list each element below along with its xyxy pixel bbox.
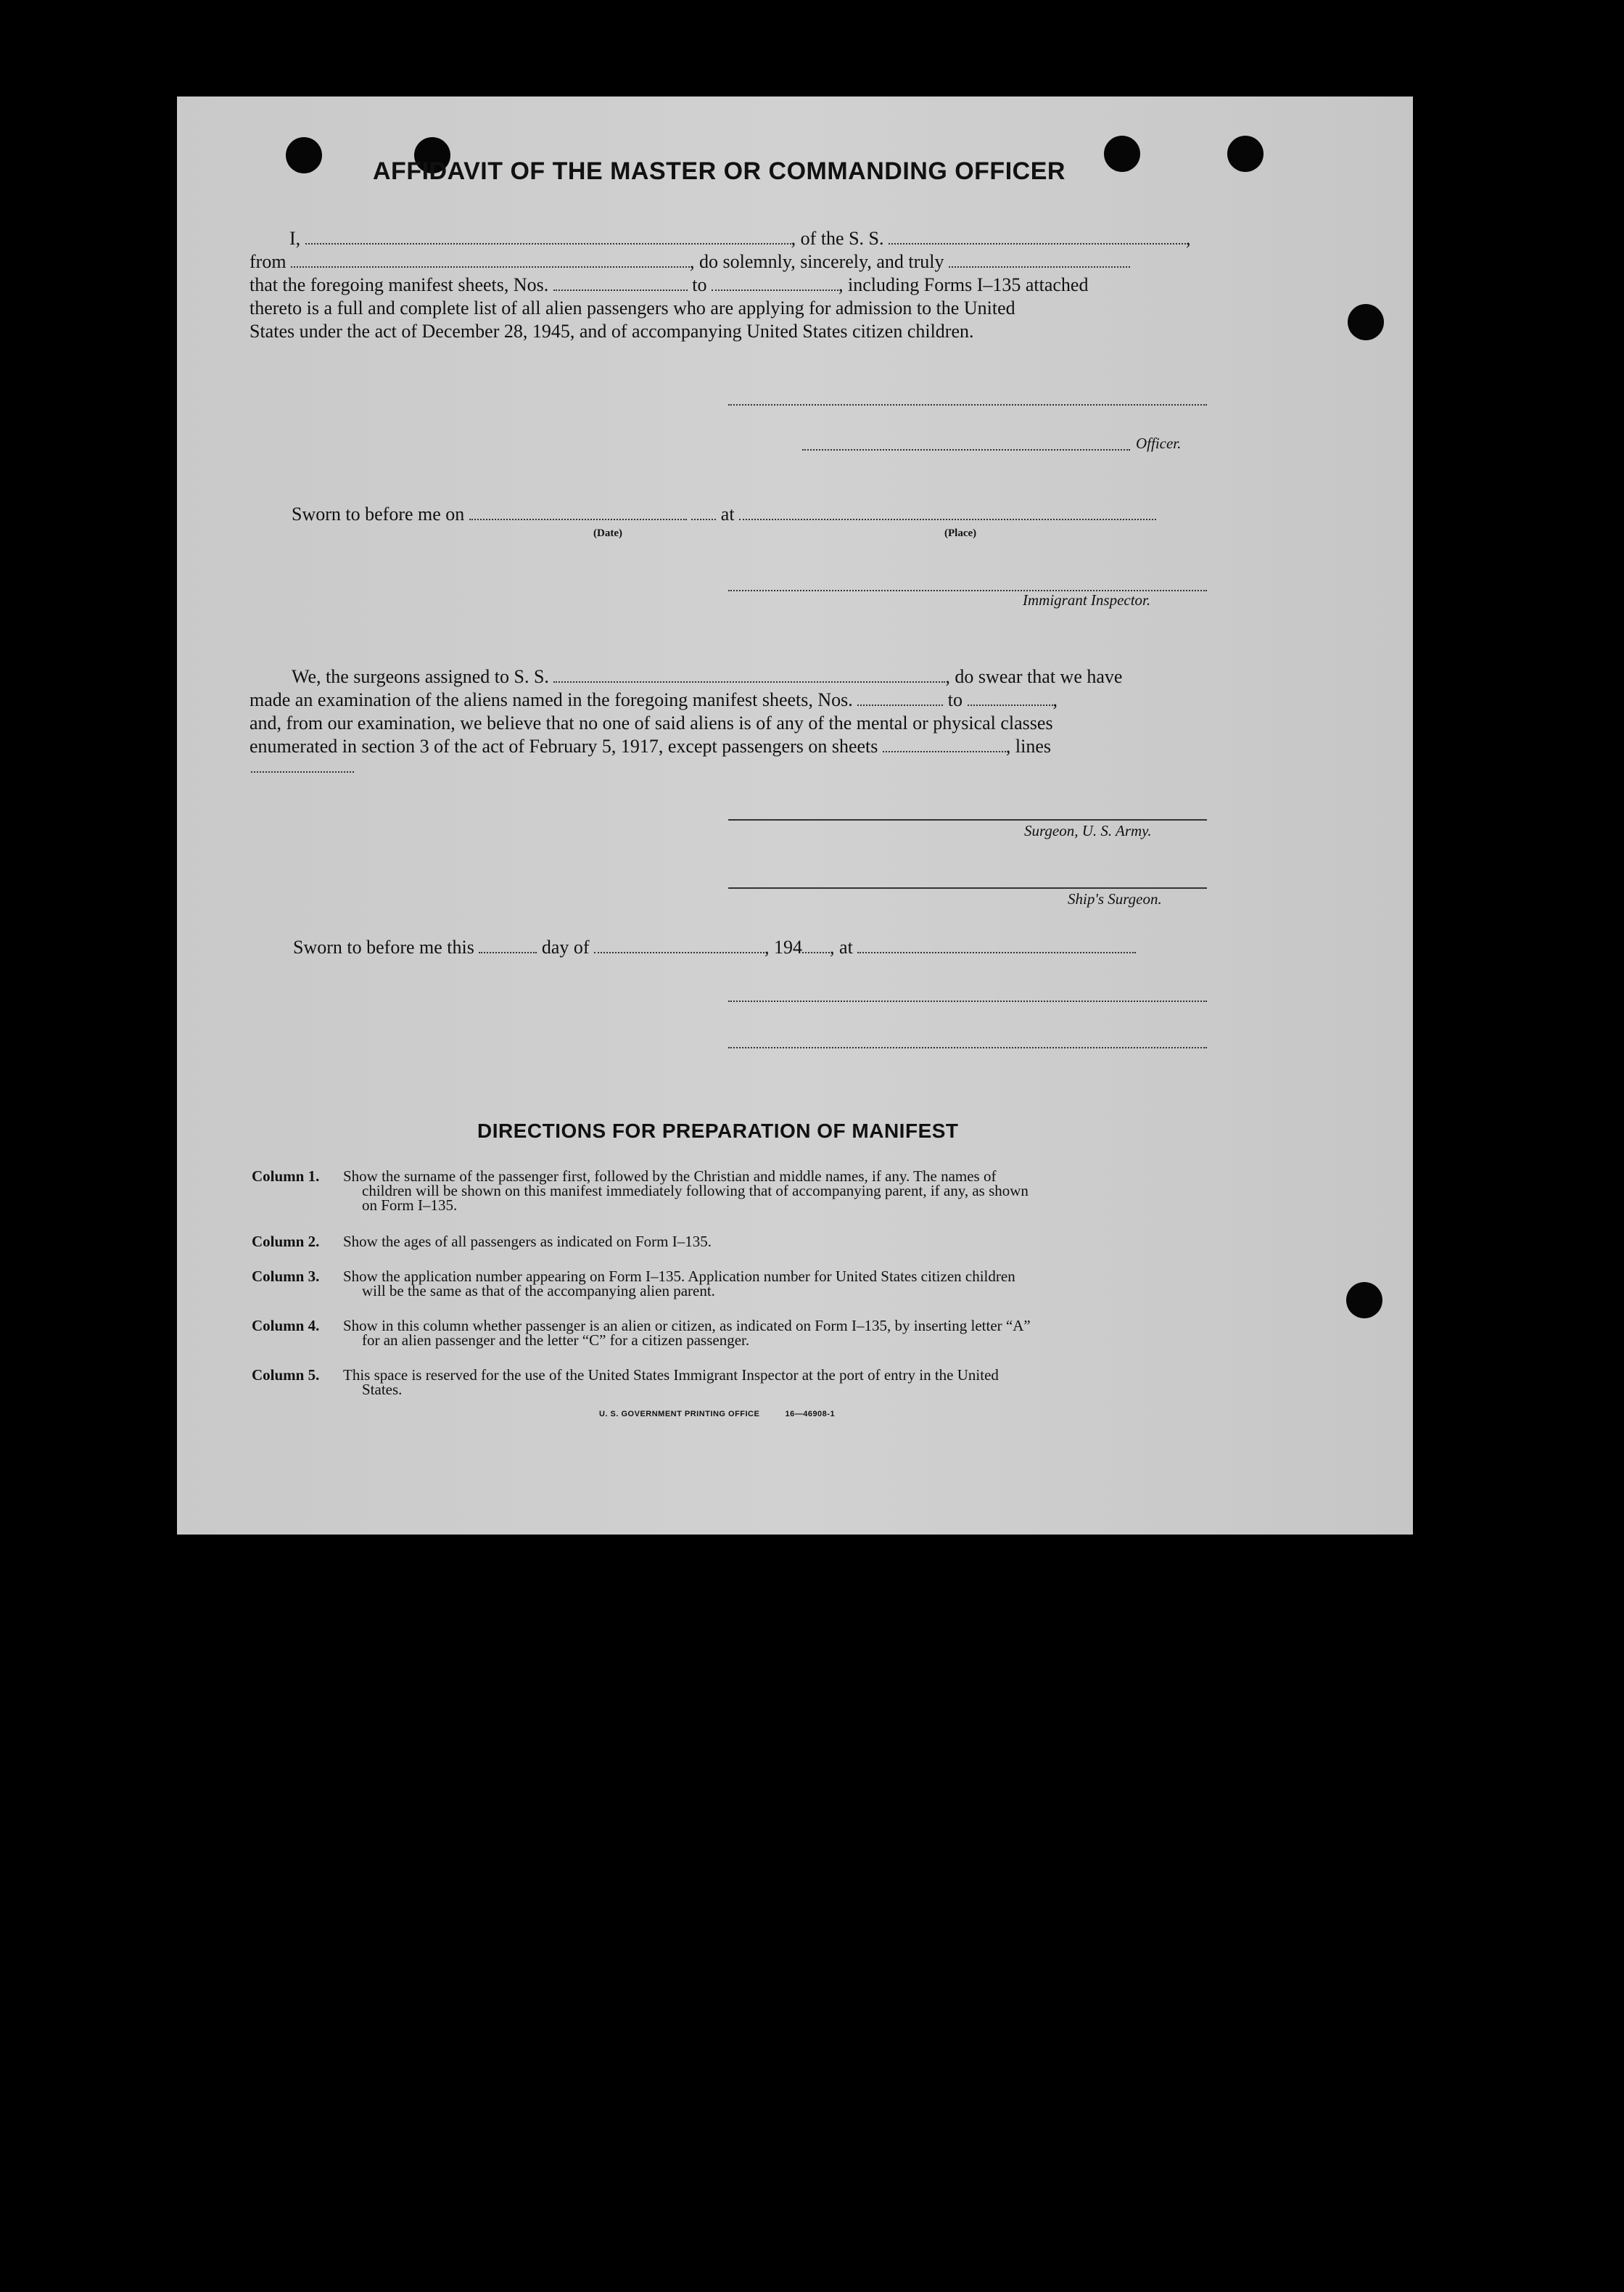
direction-text: This space is reserved for the use of the United States Immigrant Inspector at the port of entry in the United <box>343 1366 999 1384</box>
surgeons-ship-field[interactable] <box>553 665 945 683</box>
punch-hole-right-upper <box>1348 304 1384 340</box>
form-code: 16—46908-1 <box>785 1410 836 1418</box>
surgeons-line-4 <box>250 735 1051 758</box>
column-label: Column 5. <box>252 1366 320 1384</box>
sworn2-signature-line-2[interactable] <box>728 1047 1207 1048</box>
affidavit-line-3 <box>250 274 1088 297</box>
sheets-from-field[interactable] <box>553 274 688 291</box>
text: , do swear that we have <box>945 666 1123 687</box>
sworn-date-field[interactable] <box>469 503 687 520</box>
surgeons-line-1 <box>292 665 1122 689</box>
text: , at <box>830 937 853 958</box>
surgeons-sheets-from-field[interactable] <box>857 689 943 706</box>
year-field[interactable] <box>802 936 830 953</box>
text: Sworn to before me on <box>292 504 465 525</box>
affidavit-line-4: thereto is a full and complete list of all alien passengers who are applying for admission to the United <box>250 297 1015 319</box>
text: , <box>1186 228 1191 249</box>
text: enumerated in section 3 of the act of February 5, 1917, except passengers on sheets <box>250 736 878 757</box>
direction-column-2 <box>252 1234 1209 1249</box>
army-surgeon-label: Surgeon, U. S. Army. <box>1024 822 1152 839</box>
text: that the foregoing manifest sheets, Nos. <box>250 274 549 295</box>
text: day of <box>541 937 590 958</box>
master-name-field[interactable] <box>305 227 791 245</box>
text: from <box>250 251 287 272</box>
text: , <box>1052 689 1058 710</box>
direction-text: will be the same as that of the accompanying alien parent. <box>362 1282 715 1299</box>
army-surgeon-signature-line[interactable] <box>728 819 1207 821</box>
affidavit-line-1 <box>289 227 1191 250</box>
direction-text: for an alien passenger and the letter “C” for a citizen passenger. <box>362 1331 750 1349</box>
surgeons-sheets-to-field[interactable] <box>968 689 1053 706</box>
direction-text: Show in this column whether passenger is an alien or citizen, as indicated on Form I–135, by inserting letter “A” <box>343 1317 1031 1334</box>
surgeons-line-2 <box>250 689 1058 712</box>
sworn2-signature-line-1[interactable] <box>728 1001 1207 1002</box>
direction-column-3 <box>252 1269 1209 1298</box>
punch-hole-top-left <box>286 137 322 173</box>
place-caption: (Place) <box>944 527 977 539</box>
printer-name: U. S. GOVERNMENT PRINTING OFFICE <box>599 1410 760 1418</box>
punch-hole-top-right-2 <box>1104 136 1140 172</box>
officer-label: Officer. <box>1136 435 1182 452</box>
sworn-before-line <box>292 503 1156 526</box>
text: , do solemnly, sincerely, and truly <box>690 251 944 272</box>
affidavit-line-5: States under the act of December 28, 1945, and of accompanying United States citizen children. <box>250 321 974 342</box>
printer-imprint <box>599 1410 835 1418</box>
ships-surgeon-label: Ship's Surgeon. <box>1068 890 1162 908</box>
form-page <box>177 96 1413 1535</box>
text: to <box>692 274 707 295</box>
ship-name-field[interactable] <box>889 227 1186 245</box>
text: to <box>947 689 963 710</box>
master-signature-line[interactable] <box>728 404 1207 406</box>
text: I, <box>289 228 301 249</box>
month-field[interactable] <box>594 936 764 953</box>
affidavit-title: AFFIDAVIT OF THE MASTER OR COMMANDING OFFICER <box>373 157 1066 185</box>
text: Sworn to before me this <box>293 937 474 958</box>
officer-signature-line[interactable] <box>802 449 1130 451</box>
except-sheets-field[interactable] <box>883 735 1006 752</box>
direction-text: Show the surname of the passenger first, followed by the Christian and middle names, if any. The names of <box>343 1167 997 1185</box>
text: at <box>720 504 735 525</box>
text: , of the S. S. <box>791 228 884 249</box>
sworn2-place-field[interactable] <box>857 936 1136 953</box>
surgeons-line-3: and, from our examination, we believe that no one of said aliens is of any of the mental or physical classes <box>250 712 1053 734</box>
text: , lines <box>1005 736 1052 757</box>
direction-text: Show the application number appearing on Form I–135. Application number for United States citizen children <box>343 1268 1015 1285</box>
punch-hole-top-right <box>1227 136 1264 172</box>
text: We, the surgeons assigned to S. S. <box>292 666 549 687</box>
column-label: Column 3. <box>252 1268 320 1285</box>
sworn-this-day-line <box>293 936 1136 959</box>
direction-column-1 <box>252 1169 1209 1212</box>
text: made an examination of the aliens named in the foregoing manifest sheets, Nos. <box>250 689 853 710</box>
column-label: Column 4. <box>252 1317 320 1334</box>
column-label: Column 1. <box>252 1167 320 1185</box>
ships-surgeon-signature-line[interactable] <box>728 887 1207 889</box>
text: , including Forms I–135 attached <box>838 274 1089 295</box>
text: , 194 <box>764 937 803 958</box>
direction-column-5 <box>252 1368 1209 1397</box>
punch-hole-right-lower <box>1346 1282 1382 1318</box>
sworn-date-field-2[interactable] <box>691 503 716 520</box>
direction-text: on Form I–135. <box>362 1196 458 1214</box>
sheets-to-field[interactable] <box>712 274 838 291</box>
lines-field[interactable] <box>251 771 354 773</box>
column-label: Column 2. <box>252 1233 320 1250</box>
sworn-place-field[interactable] <box>739 503 1156 520</box>
direction-text: children will be shown on this manifest immediately following that of accompanying parent, if any, as shown <box>362 1182 1029 1199</box>
from-port-field[interactable] <box>291 250 690 268</box>
direction-text: Show the ages of all passengers as indicated on Form I–135. <box>343 1233 712 1250</box>
affidavit-line-2 <box>250 250 1130 274</box>
date-caption: (Date) <box>593 527 622 539</box>
day-field[interactable] <box>479 936 537 953</box>
truly-field[interactable] <box>949 250 1130 268</box>
inspector-label: Immigrant Inspector. <box>1023 591 1151 609</box>
direction-text: States. <box>362 1381 403 1398</box>
direction-column-4 <box>252 1318 1209 1347</box>
directions-title: DIRECTIONS FOR PREPARATION OF MANIFEST <box>477 1120 959 1142</box>
